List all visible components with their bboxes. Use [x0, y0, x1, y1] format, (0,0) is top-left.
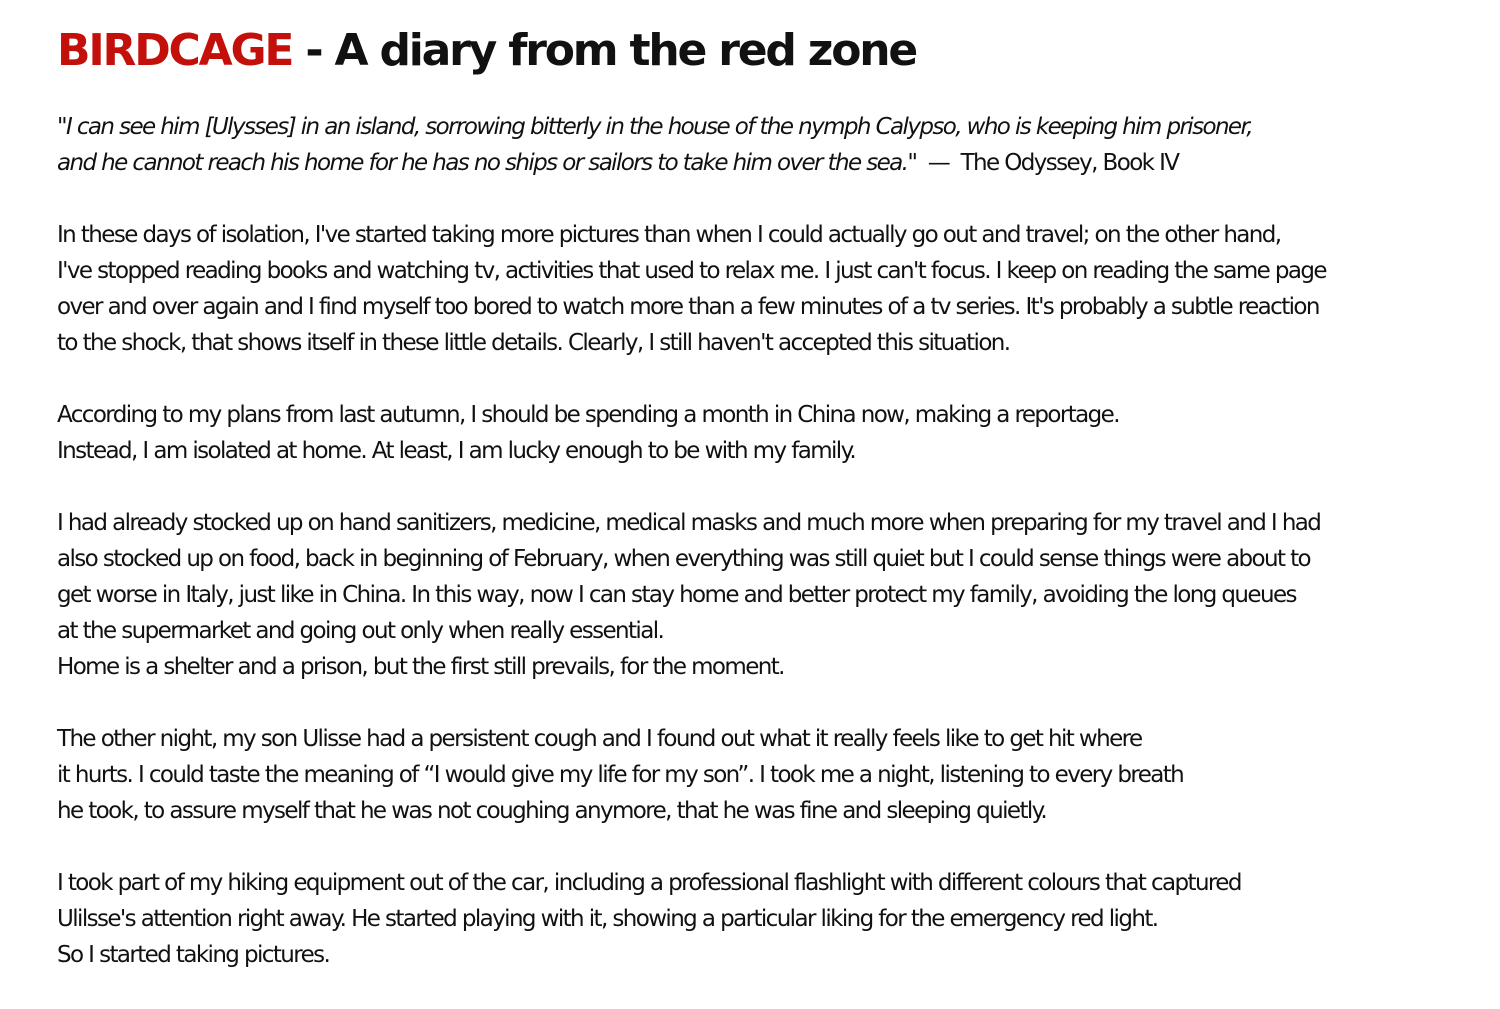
paragraph-isolation: [57, 217, 1482, 361]
paragraph-line: I took part of my hiking equipment out of the car, including a professional flashlight with different colours that captured: [57, 870, 1241, 896]
paragraph-flashlight: [57, 865, 1482, 973]
paragraph-line: he took, to assure myself that he was not coughing anymore, that he was fine and sleeping quietly.: [57, 798, 1047, 824]
paragraph-line: Home is a shelter and a prison, but the first still prevails, for the moment.: [57, 654, 784, 680]
paragraph-plans: [57, 397, 1482, 469]
page-title: [57, 22, 1482, 80]
paragraph-line: The other night, my son Ulisse had a persistent cough and I found out what it really feels like to get hit where: [57, 726, 1142, 752]
paragraph-line: In these days of isolation, I've started taking more pictures than when I could actually go out and travel; on the other hand,: [57, 222, 1281, 248]
paragraph-line: also stocked up on food, back in beginning of February, when everything was still quiet but I could sense things were about to: [57, 546, 1311, 572]
diary-body: [57, 109, 1482, 973]
paragraph-line: get worse in Italy, just like in China. In this way, now I can stay home and better protect my family, avoiding the long queues: [57, 582, 1296, 608]
document-page: [57, 22, 1482, 1009]
paragraph-stocked: [57, 505, 1482, 685]
title-subtitle: - A diary from the red zone: [292, 25, 916, 76]
paragraph-line: So I started taking pictures.: [57, 942, 330, 968]
quote-line: "I can see him [Ulysses] in an island, sorrowing bitterly in the house of the nymph Calypso, who is keeping him prisoner,: [57, 114, 1252, 140]
paragraph-cough: [57, 721, 1482, 829]
quote-line-with-attribution: [57, 145, 1482, 181]
quote-line: and he cannot reach his home for he has no ships or sailors to take him over the sea.": [57, 150, 917, 176]
paragraph-line: it hurts. I could taste the meaning of “I would give my life for my son”. I took me a night, listening to every breath: [57, 762, 1184, 788]
paragraph-line: to the shock, that shows itself in these little details. Clearly, I still haven't accepted this situation.: [57, 330, 1010, 356]
paragraph-line: I've stopped reading books and watching tv, activities that used to relax me. I just can't focus. I keep on reading the same page: [57, 258, 1326, 284]
paragraph-line: According to my plans from last autumn, I should be spending a month in China now, making a reportage.: [57, 402, 1119, 428]
quote-attribution: — The Odyssey, Book IV: [916, 150, 1179, 176]
paragraph-line: over and over again and I find myself too bored to watch more than a few minutes of a tv series. It's probably a subtle reaction: [57, 294, 1319, 320]
title-accent: BIRDCAGE: [57, 25, 293, 76]
paragraph-line: Ulilsse's attention right away. He started playing with it, showing a particular liking for the emergency red light.: [57, 906, 1158, 932]
paragraph-line: at the supermarket and going out only when really essential.: [57, 618, 664, 644]
epigraph-quote: [57, 109, 1482, 181]
paragraph-line: Instead, I am isolated at home. At least, I am lucky enough to be with my family.: [57, 438, 856, 464]
paragraph-line: I had already stocked up on hand sanitizers, medicine, medical masks and much more when preparing for my travel and I had: [57, 510, 1321, 536]
